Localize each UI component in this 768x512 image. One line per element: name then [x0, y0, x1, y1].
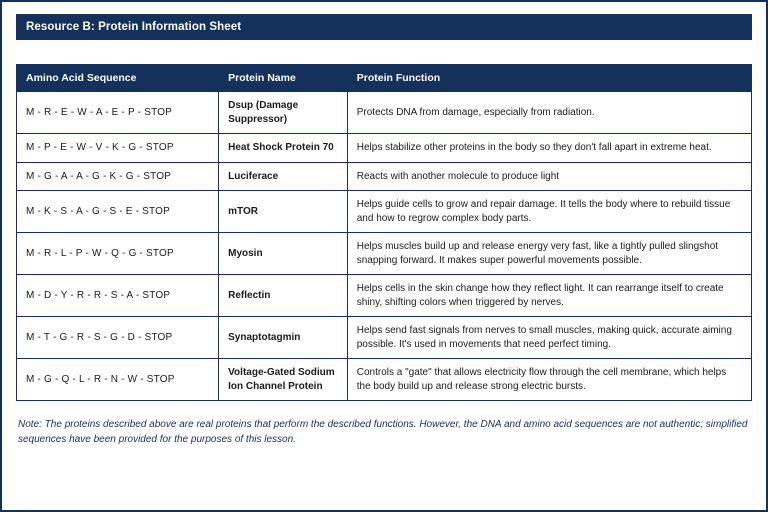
table-row — [17, 233, 752, 275]
cell-protein-name: Dsup (Damage Suppressor) — [219, 92, 348, 134]
cell-protein-name: Myosin — [219, 233, 348, 275]
table-row — [17, 275, 752, 317]
table-header-row — [17, 65, 752, 92]
footnote: Note: The proteins described above are real proteins that perform the described functions. However, the DNA and amino acid sequences are not authentic; simplified sequences have been provided for the purposes of this lesson. — [18, 419, 748, 445]
cell-protein-name: mTOR — [219, 191, 348, 233]
column-header-name: Protein Name — [219, 65, 348, 92]
cell-sequence: M - R - L - P - W - Q - G - STOP — [17, 233, 219, 275]
cell-protein-function: Controls a "gate" that allows electricity flow through the cell membrane, which helps the body build up and release strong electric bursts. — [347, 359, 751, 401]
cell-protein-name: Reflectin — [219, 275, 348, 317]
column-header-sequence: Amino Acid Sequence — [17, 65, 219, 92]
cell-protein-name: Voltage-Gated Sodium Ion Channel Protein — [219, 359, 348, 401]
cell-sequence: M - R - E - W - A - E - P - STOP — [17, 92, 219, 134]
cell-sequence: M - D - Y - R - R - S - A - STOP — [17, 275, 219, 317]
cell-protein-function: Protects DNA from damage, especially from radiation. — [347, 92, 751, 134]
cell-sequence: M - G - A - A - G - K - G - STOP — [17, 162, 219, 191]
page-title: Resource B: Protein Information Sheet — [26, 21, 242, 33]
table-row — [17, 92, 752, 134]
table-body — [17, 92, 752, 401]
cell-sequence: M - G - Q - L - R - N - W - STOP — [17, 359, 219, 401]
column-header-function: Protein Function — [347, 65, 751, 92]
table-row — [17, 191, 752, 233]
cell-protein-function: Helps guide cells to grow and repair damage. It tells the body where to rebuild tissue and how to regrow complex body parts. — [347, 191, 751, 233]
cell-protein-function: Helps stabilize other proteins in the body so they don't fall apart in extreme heat. — [347, 134, 751, 163]
cell-protein-name: Synaptotagmin — [219, 317, 348, 359]
cell-protein-name: Luciferace — [219, 162, 348, 191]
cell-protein-function: Helps cells in the skin change how they reflect light. It can rearrange itself to create shiny, shifting colors when triggered by nerves. — [347, 275, 751, 317]
cell-protein-name: Heat Shock Protein 70 — [219, 134, 348, 163]
table-row — [17, 162, 752, 191]
cell-sequence: M - K - S - A - G - S - E - STOP — [17, 191, 219, 233]
cell-protein-function: Helps send fast signals from nerves to small muscles, making quick, accurate aiming possible. It's used in movements that need perfect timing. — [347, 317, 751, 359]
cell-protein-function: Helps muscles build up and release energy very fast, like a tightly pulled slingshot snapping forward. It makes super powerful movements possible. — [347, 233, 751, 275]
cell-protein-function: Reacts with another molecule to produce light — [347, 162, 751, 191]
protein-table-container — [16, 64, 752, 401]
table-row — [17, 359, 752, 401]
cell-sequence: M - T - G - R - S - G - D - STOP — [17, 317, 219, 359]
table-header — [17, 65, 752, 92]
table-row — [17, 134, 752, 163]
sheet-title-bar — [16, 14, 752, 40]
cell-sequence: M - P - E - W - V - K - G - STOP — [17, 134, 219, 163]
table-row — [17, 317, 752, 359]
protein-table — [16, 64, 752, 401]
